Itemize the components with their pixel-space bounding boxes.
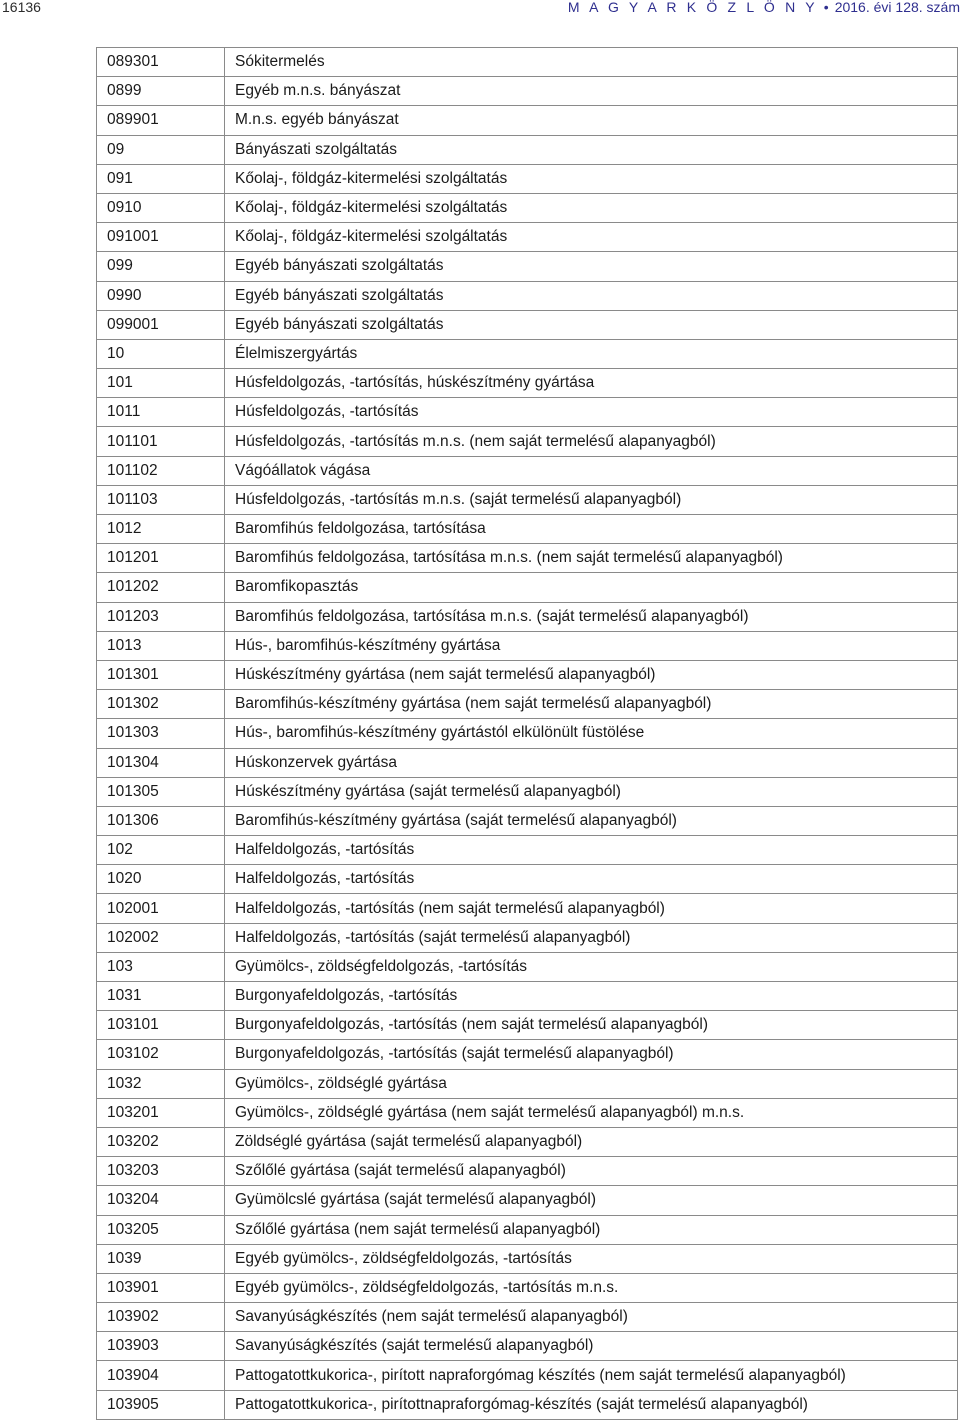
activity-code-cell: 0990 xyxy=(97,281,225,310)
table-row xyxy=(97,602,958,631)
activity-code-cell: 1012 xyxy=(97,515,225,544)
table-row xyxy=(97,1332,958,1361)
activity-code-cell: 0899 xyxy=(97,77,225,106)
activity-name-cell: Gyümölcs-, zöldséglé gyártása (nem saját termelésű alapanyagból) m.n.s. xyxy=(225,1098,958,1127)
activity-code-cell: 103901 xyxy=(97,1273,225,1302)
activity-code-cell: 101202 xyxy=(97,573,225,602)
activity-name-cell: Bányászati szolgáltatás xyxy=(225,135,958,164)
activity-name-cell: Savanyúságkészítés (nem saját termelésű alapanyagból) xyxy=(225,1303,958,1332)
activity-code-cell: 101103 xyxy=(97,485,225,514)
activity-code-cell: 089901 xyxy=(97,106,225,135)
table-row xyxy=(97,748,958,777)
activity-code-cell: 1013 xyxy=(97,631,225,660)
activity-code-cell: 102001 xyxy=(97,894,225,923)
activity-name-cell: Gyümölcs-, zöldségfeldolgozás, -tartósítás xyxy=(225,952,958,981)
activity-name-cell: Burgonyafeldolgozás, -tartósítás (nem saját termelésű alapanyagból) xyxy=(225,1011,958,1040)
table-row xyxy=(97,164,958,193)
activity-name-cell: Élelmiszergyártás xyxy=(225,339,958,368)
activity-name-cell: Hús-, baromfihús-készítmény gyártása xyxy=(225,631,958,660)
table-row xyxy=(97,1215,958,1244)
table-row xyxy=(97,1011,958,1040)
activity-code-cell: 101306 xyxy=(97,806,225,835)
table-row xyxy=(97,223,958,252)
activity-code-cell: 101201 xyxy=(97,544,225,573)
activity-code-cell: 101101 xyxy=(97,427,225,456)
bullet-separator: • xyxy=(823,0,829,15)
activity-name-cell: Halfeldolgozás, -tartósítás (nem saját termelésű alapanyagból) xyxy=(225,894,958,923)
activity-name-cell: Baromfihús-készítmény gyártása (nem saját termelésű alapanyagból) xyxy=(225,690,958,719)
activity-name-cell: Gyümölcs-, zöldséglé gyártása xyxy=(225,1069,958,1098)
activity-name-cell: M.n.s. egyéb bányászat xyxy=(225,106,958,135)
activity-code-cell: 091001 xyxy=(97,223,225,252)
table-row xyxy=(97,1098,958,1127)
table-row xyxy=(97,1303,958,1332)
table-row xyxy=(97,252,958,281)
table-row xyxy=(97,544,958,573)
table-row xyxy=(97,1127,958,1156)
activity-name-cell: Sókitermelés xyxy=(225,48,958,77)
table-row xyxy=(97,865,958,894)
activity-name-cell: Baromfikopasztás xyxy=(225,573,958,602)
activity-code-cell: 103102 xyxy=(97,1040,225,1069)
table-row xyxy=(97,1361,958,1390)
activity-name-cell: Savanyúságkészítés (saját termelésű alapanyagból) xyxy=(225,1332,958,1361)
table-row xyxy=(97,193,958,222)
activity-name-cell: Baromfihús feldolgozása, tartósítása xyxy=(225,515,958,544)
table-row xyxy=(97,456,958,485)
activity-code-cell: 103903 xyxy=(97,1332,225,1361)
activity-name-cell: Húsfeldolgozás, -tartósítás m.n.s. (saját termelésű alapanyagból) xyxy=(225,485,958,514)
table-row xyxy=(97,106,958,135)
table-row xyxy=(97,1244,958,1273)
activity-code-cell: 1039 xyxy=(97,1244,225,1273)
activity-code-cell: 101303 xyxy=(97,719,225,748)
table-row xyxy=(97,1186,958,1215)
table-row xyxy=(97,719,958,748)
table-row xyxy=(97,573,958,602)
activity-name-cell: Vágóállatok vágása xyxy=(225,456,958,485)
activity-name-cell: Burgonyafeldolgozás, -tartósítás (saját termelésű alapanyagból) xyxy=(225,1040,958,1069)
activity-code-cell: 101102 xyxy=(97,456,225,485)
code-table-body xyxy=(97,48,958,1420)
activity-code-cell: 101304 xyxy=(97,748,225,777)
activity-name-cell: Zöldséglé gyártása (saját termelésű alapanyagból) xyxy=(225,1127,958,1156)
table-row xyxy=(97,369,958,398)
activity-code-cell: 10 xyxy=(97,339,225,368)
table-row xyxy=(97,1390,958,1419)
activity-code-cell: 1031 xyxy=(97,982,225,1011)
activity-code-cell: 101305 xyxy=(97,777,225,806)
activity-code-cell: 103203 xyxy=(97,1157,225,1186)
activity-name-cell: Egyéb bányászati szolgáltatás xyxy=(225,252,958,281)
activity-name-cell: Húsfeldolgozás, -tartósítás xyxy=(225,398,958,427)
journal-info xyxy=(568,0,960,14)
issue-label: 2016. évi 128. szám xyxy=(834,0,960,15)
table-row xyxy=(97,77,958,106)
activity-code-cell: 099001 xyxy=(97,310,225,339)
activity-name-cell: Pattogatottkukorica-, pirítottnapraforgómag-készítés (saját termelésű alapanyagból) xyxy=(225,1390,958,1419)
activity-name-cell: Húskészítmény gyártása (saját termelésű alapanyagból) xyxy=(225,777,958,806)
table-row xyxy=(97,1040,958,1069)
activity-code-cell: 091 xyxy=(97,164,225,193)
activity-code-table xyxy=(96,47,958,1420)
activity-name-cell: Húsfeldolgozás, -tartósítás, húskészítmény gyártása xyxy=(225,369,958,398)
activity-code-cell: 1020 xyxy=(97,865,225,894)
activity-code-cell: 101 xyxy=(97,369,225,398)
table-row xyxy=(97,398,958,427)
activity-code-cell: 103101 xyxy=(97,1011,225,1040)
table-row xyxy=(97,660,958,689)
page-number: 16136 xyxy=(2,0,41,15)
activity-code-cell: 102 xyxy=(97,836,225,865)
activity-name-cell: Húsfeldolgozás, -tartósítás m.n.s. (nem saját termelésű alapanyagból) xyxy=(225,427,958,456)
activity-name-cell: Baromfihús feldolgozása, tartósítása m.n.s. (saját termelésű alapanyagból) xyxy=(225,602,958,631)
activity-name-cell: Egyéb bányászati szolgáltatás xyxy=(225,281,958,310)
activity-name-cell: Halfeldolgozás, -tartósítás xyxy=(225,836,958,865)
activity-name-cell: Egyéb bányászati szolgáltatás xyxy=(225,310,958,339)
activity-name-cell: Szőlőlé gyártása (saját termelésű alapanyagból) xyxy=(225,1157,958,1186)
activity-code-cell: 103202 xyxy=(97,1127,225,1156)
activity-name-cell: Baromfihús feldolgozása, tartósítása m.n.s. (nem saját termelésű alapanyagból) xyxy=(225,544,958,573)
activity-name-cell: Egyéb gyümölcs-, zöldségfeldolgozás, -tartósítás m.n.s. xyxy=(225,1273,958,1302)
activity-name-cell: Egyéb m.n.s. bányászat xyxy=(225,77,958,106)
activity-code-cell: 099 xyxy=(97,252,225,281)
activity-code-cell: 0910 xyxy=(97,193,225,222)
table-row xyxy=(97,310,958,339)
activity-name-cell: Kőolaj-, földgáz-kitermelési szolgáltatás xyxy=(225,223,958,252)
table-row xyxy=(97,339,958,368)
page-header xyxy=(0,0,960,20)
table-row xyxy=(97,1157,958,1186)
activity-name-cell: Húskészítmény gyártása (nem saját termelésű alapanyagból) xyxy=(225,660,958,689)
table-row xyxy=(97,806,958,835)
journal-name: M A G Y A R K Ö Z L Ö N Y xyxy=(567,0,818,15)
table-row xyxy=(97,281,958,310)
activity-code-cell: 103904 xyxy=(97,1361,225,1390)
activity-code-cell: 103902 xyxy=(97,1303,225,1332)
table-row xyxy=(97,690,958,719)
table-row xyxy=(97,135,958,164)
table-row xyxy=(97,427,958,456)
activity-name-cell: Gyümölcslé gyártása (saját termelésű alapanyagból) xyxy=(225,1186,958,1215)
activity-code-cell: 103205 xyxy=(97,1215,225,1244)
activity-code-cell: 1032 xyxy=(97,1069,225,1098)
activity-code-cell: 1011 xyxy=(97,398,225,427)
activity-code-cell: 103204 xyxy=(97,1186,225,1215)
activity-code-cell: 102002 xyxy=(97,923,225,952)
table-row xyxy=(97,1273,958,1302)
activity-code-cell: 09 xyxy=(97,135,225,164)
table-row xyxy=(97,777,958,806)
table-row xyxy=(97,48,958,77)
activity-name-cell: Halfeldolgozás, -tartósítás xyxy=(225,865,958,894)
activity-name-cell: Halfeldolgozás, -tartósítás (saját termelésű alapanyagból) xyxy=(225,923,958,952)
activity-code-cell: 101301 xyxy=(97,660,225,689)
table-row xyxy=(97,485,958,514)
activity-name-cell: Hús-, baromfihús-készítmény gyártástól elkülönült füstölése xyxy=(225,719,958,748)
table-row xyxy=(97,1069,958,1098)
table-row xyxy=(97,836,958,865)
activity-name-cell: Kőolaj-, földgáz-kitermelési szolgáltatás xyxy=(225,164,958,193)
table-row xyxy=(97,952,958,981)
table-row xyxy=(97,923,958,952)
activity-name-cell: Kőolaj-, földgáz-kitermelési szolgáltatás xyxy=(225,193,958,222)
activity-code-cell: 101302 xyxy=(97,690,225,719)
activity-code-cell: 089301 xyxy=(97,48,225,77)
activity-code-cell: 103201 xyxy=(97,1098,225,1127)
activity-name-cell: Baromfihús-készítmény gyártása (saját termelésű alapanyagból) xyxy=(225,806,958,835)
table-row xyxy=(97,515,958,544)
activity-code-cell: 103905 xyxy=(97,1390,225,1419)
activity-code-cell: 101203 xyxy=(97,602,225,631)
table-row xyxy=(97,982,958,1011)
activity-name-cell: Egyéb gyümölcs-, zöldségfeldolgozás, -tartósítás xyxy=(225,1244,958,1273)
activity-name-cell: Burgonyafeldolgozás, -tartósítás xyxy=(225,982,958,1011)
table-row xyxy=(97,631,958,660)
activity-name-cell: Pattogatottkukorica-, pirított napraforgómag készítés (nem saját termelésű alapanyagból) xyxy=(225,1361,958,1390)
table-row xyxy=(97,894,958,923)
activity-code-cell: 103 xyxy=(97,952,225,981)
activity-name-cell: Húskonzervek gyártása xyxy=(225,748,958,777)
activity-name-cell: Szőlőlé gyártása (nem saját termelésű alapanyagból) xyxy=(225,1215,958,1244)
